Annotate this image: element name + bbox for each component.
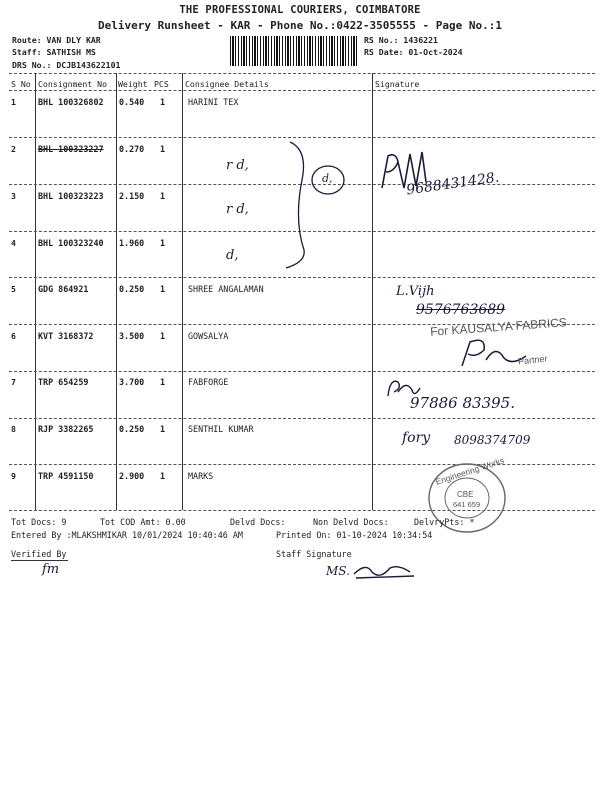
staff-signature-initials: MS. xyxy=(326,564,350,578)
row-consignee: MARKS xyxy=(188,471,214,481)
row-consignee: GOWSALYA xyxy=(188,331,229,341)
row-sno: 7 xyxy=(11,377,16,387)
verified-by-underline xyxy=(11,560,68,561)
row-consignment: TRP 4591150 xyxy=(38,471,94,481)
row-consignment: BHL 100323240 xyxy=(38,238,104,248)
row-pcs: 1 xyxy=(160,471,166,481)
row-divider xyxy=(9,137,595,138)
row-sno: 3 xyxy=(11,191,16,201)
total-docs: Tot Docs: 9 xyxy=(11,517,67,527)
row-sno: 9 xyxy=(11,471,16,481)
row-divider xyxy=(9,418,595,419)
row-consignee: SHREE ANGALAMAN xyxy=(188,284,264,294)
row-weight: 0.250 xyxy=(119,284,145,294)
row-pcs: 1 xyxy=(160,331,166,341)
row-consignment: BHL 100326802 xyxy=(38,97,104,107)
row-pcs: 1 xyxy=(160,238,166,248)
company-stamp-kausalya: For KAUSALYA FABRICS xyxy=(429,315,568,339)
row-consignee: SENTHIL KUMAR xyxy=(188,424,254,434)
row-weight: 3.700 xyxy=(119,377,145,387)
rs-date: RS Date: 01-Oct-2024 xyxy=(364,47,463,57)
stamp-city-text: CBE xyxy=(457,490,474,499)
column-divider xyxy=(116,73,117,510)
non-delivered-docs: Non Delvd Docs: xyxy=(313,517,389,527)
row-weight: 0.250 xyxy=(119,424,145,434)
row-sno: 8 xyxy=(11,424,16,434)
row-weight: 0.540 xyxy=(119,97,145,107)
row-pcs: 1 xyxy=(160,97,166,107)
row-weight: 3.500 xyxy=(119,331,145,341)
handwritten-phone-number: 9576763689 xyxy=(416,302,506,318)
barcode xyxy=(230,36,358,66)
row-pcs: 1 xyxy=(160,424,166,434)
row-sno: 6 xyxy=(11,331,16,341)
runsheet-subtitle: Delivery Runsheet - KAR - Phone No.:0422-3505555 - Page No.:1 xyxy=(98,19,502,32)
row-consignment: RJP 3382265 xyxy=(38,424,94,434)
column-divider xyxy=(182,73,183,510)
row-weight: 1.960 xyxy=(119,238,145,248)
row-consignment: BHL 100323227 xyxy=(38,144,104,154)
verified-by-label: Verified By xyxy=(11,549,67,559)
handwritten-ditto-mark: r d, xyxy=(226,158,249,173)
column-divider xyxy=(372,73,373,510)
col-header-consignee: Consignee Details xyxy=(185,79,269,89)
col-header-consignment: Consignment No xyxy=(38,79,108,89)
stamp-partner-label: Partner xyxy=(517,353,548,367)
row-sno: 1 xyxy=(11,97,16,107)
col-header-sno: S No xyxy=(11,79,31,89)
row-consignee: HARINI TEX xyxy=(188,97,239,107)
printed-on: Printed On: 01-10-2024 10:34:54 xyxy=(276,530,433,540)
table-top-border xyxy=(9,73,595,74)
row-sno: 2 xyxy=(11,144,16,154)
handwritten-bracket-mark xyxy=(280,140,360,270)
row-weight: 2.900 xyxy=(119,471,145,481)
staff-signature-scribble xyxy=(350,560,420,584)
handwritten-phone-number: 9688431428. xyxy=(405,169,501,199)
company-title: THE PROFESSIONAL COURIERS, COIMBATORE xyxy=(179,4,421,16)
entered-by: Entered By :MLAKSHMIKAR 10/01/2024 10:40:46 AM xyxy=(11,530,243,540)
total-cod-amount: Tot COD Amt: 0.00 xyxy=(100,517,186,527)
row-pcs: 1 xyxy=(160,284,166,294)
row-consignment: BHL 100323223 xyxy=(38,191,104,201)
col-header-pcs: PCS xyxy=(154,79,169,89)
row-weight: 2.150 xyxy=(119,191,145,201)
col-header-weight: Weight xyxy=(118,79,148,89)
row-consignment: GDG 864921 xyxy=(38,284,89,294)
row-weight: 0.270 xyxy=(119,144,145,154)
staff-signature-label: Staff Signature xyxy=(276,549,352,559)
handwritten-phone-number: 8098374709 xyxy=(454,433,531,447)
handwritten-signature: L.Vijh xyxy=(396,284,435,299)
stamp-works-text: Engineering Works xyxy=(434,455,506,487)
drs-number: DRS No.: DCJB143622101 xyxy=(12,60,121,70)
handwritten-signature: fory xyxy=(402,430,431,446)
handwritten-circled-mark: d, xyxy=(322,172,333,185)
row-pcs: 1 xyxy=(160,144,166,154)
row-consignment: TRP 654259 xyxy=(38,377,89,387)
stamp-pin-text: 641 659 xyxy=(453,500,481,509)
rs-number: RS No.: 1436221 xyxy=(364,35,438,45)
handwritten-phone-number: 97886 83395. xyxy=(410,394,515,412)
row-consignee: FABFORGE xyxy=(188,377,229,387)
row-divider xyxy=(9,277,595,278)
col-header-signature: Signature xyxy=(375,79,420,89)
delivery-points: DelvryPts: * xyxy=(414,517,475,527)
route-label: Route: VAN DLY KAR xyxy=(12,35,101,45)
row-sno: 5 xyxy=(11,284,16,294)
row-consignment: KVT 3168372 xyxy=(38,331,94,341)
row-pcs: 1 xyxy=(160,377,166,387)
verified-by-signature: fm xyxy=(42,562,60,577)
delivered-docs: Delvd Docs: xyxy=(230,517,286,527)
table-header-border xyxy=(9,90,595,91)
column-divider xyxy=(35,73,36,510)
handwritten-ditto-mark: r d, xyxy=(226,202,249,217)
staff-label: Staff: SATHISH MS xyxy=(12,47,96,57)
row-pcs: 1 xyxy=(160,191,166,201)
row-sno: 4 xyxy=(11,238,16,248)
handwritten-ditto-mark: d, xyxy=(226,248,239,263)
